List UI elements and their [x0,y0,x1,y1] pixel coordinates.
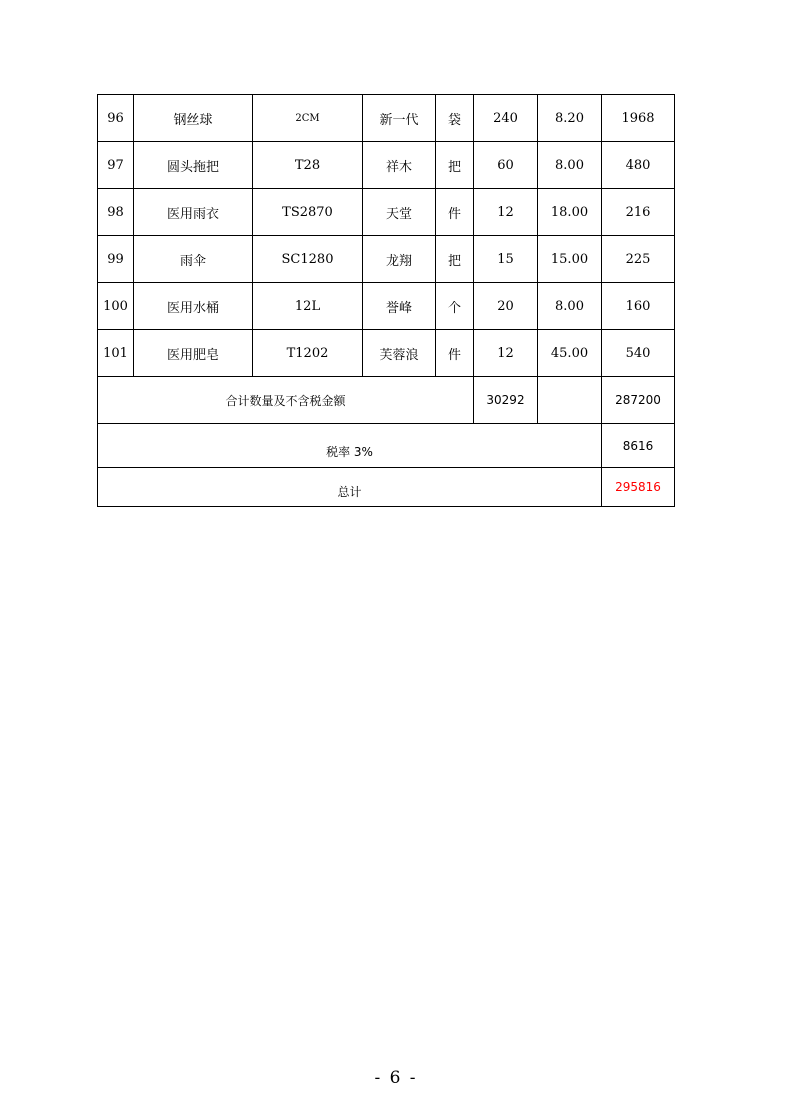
item-brand: 芙蓉浪 [363,330,436,377]
item-model: 2CM [253,95,363,142]
item-brand: 新一代 [363,95,436,142]
item-model: T1202 [253,330,363,377]
item-quantity: 12 [474,189,538,236]
subtotal-amount: 287200 [602,377,675,424]
item-unit: 袋 [436,95,474,142]
item-amount: 216 [602,189,675,236]
row-number: 101 [98,330,134,377]
total-label: 总计 [98,468,602,507]
total-row [98,468,675,507]
item-unit: 件 [436,189,474,236]
item-model: T28 [253,142,363,189]
item-brand: 祥木 [363,142,436,189]
row-number: 97 [98,142,134,189]
item-amount: 480 [602,142,675,189]
item-quantity: 15 [474,236,538,283]
table-row [98,189,675,236]
table-row [98,283,675,330]
item-quantity: 60 [474,142,538,189]
subtotal-row [98,377,675,424]
tax-amount: 8616 [602,424,675,468]
tax-label: 税率 3% [98,424,602,468]
item-quantity: 240 [474,95,538,142]
item-quantity: 20 [474,283,538,330]
item-brand: 誉峰 [363,283,436,330]
item-amount: 160 [602,283,675,330]
item-brand: 天堂 [363,189,436,236]
item-unit: 件 [436,330,474,377]
item-unit: 把 [436,142,474,189]
row-number: 98 [98,189,134,236]
item-unit: 把 [436,236,474,283]
table-row [98,330,675,377]
item-amount: 1968 [602,95,675,142]
item-unit-price: 15.00 [538,236,602,283]
item-unit-price: 8.20 [538,95,602,142]
item-amount: 540 [602,330,675,377]
page-number: - 6 - [374,1068,418,1088]
table-row [98,236,675,283]
item-unit-price: 8.00 [538,142,602,189]
total-amount: 295816 [602,468,675,507]
tax-row [98,424,675,468]
item-name: 医用雨衣 [134,189,253,236]
item-quantity: 12 [474,330,538,377]
item-unit: 个 [436,283,474,330]
item-model: TS2870 [253,189,363,236]
row-number: 96 [98,95,134,142]
item-unit-price: 45.00 [538,330,602,377]
row-number: 100 [98,283,134,330]
item-model: SC1280 [253,236,363,283]
table-row [98,142,675,189]
item-unit-price: 18.00 [538,189,602,236]
item-brand: 龙翔 [363,236,436,283]
row-number: 99 [98,236,134,283]
item-name: 医用水桶 [134,283,253,330]
item-name: 钢丝球 [134,95,253,142]
subtotal-empty-cell [538,377,602,424]
table-row [98,95,675,142]
subtotal-label: 合计数量及不含税金额 [98,377,474,424]
item-model: 12L [253,283,363,330]
item-name: 雨伞 [134,236,253,283]
item-unit-price: 8.00 [538,283,602,330]
goods-table [97,94,675,507]
item-amount: 225 [602,236,675,283]
item-name: 医用肥皂 [134,330,253,377]
item-name: 圆头拖把 [134,142,253,189]
subtotal-quantity: 30292 [474,377,538,424]
